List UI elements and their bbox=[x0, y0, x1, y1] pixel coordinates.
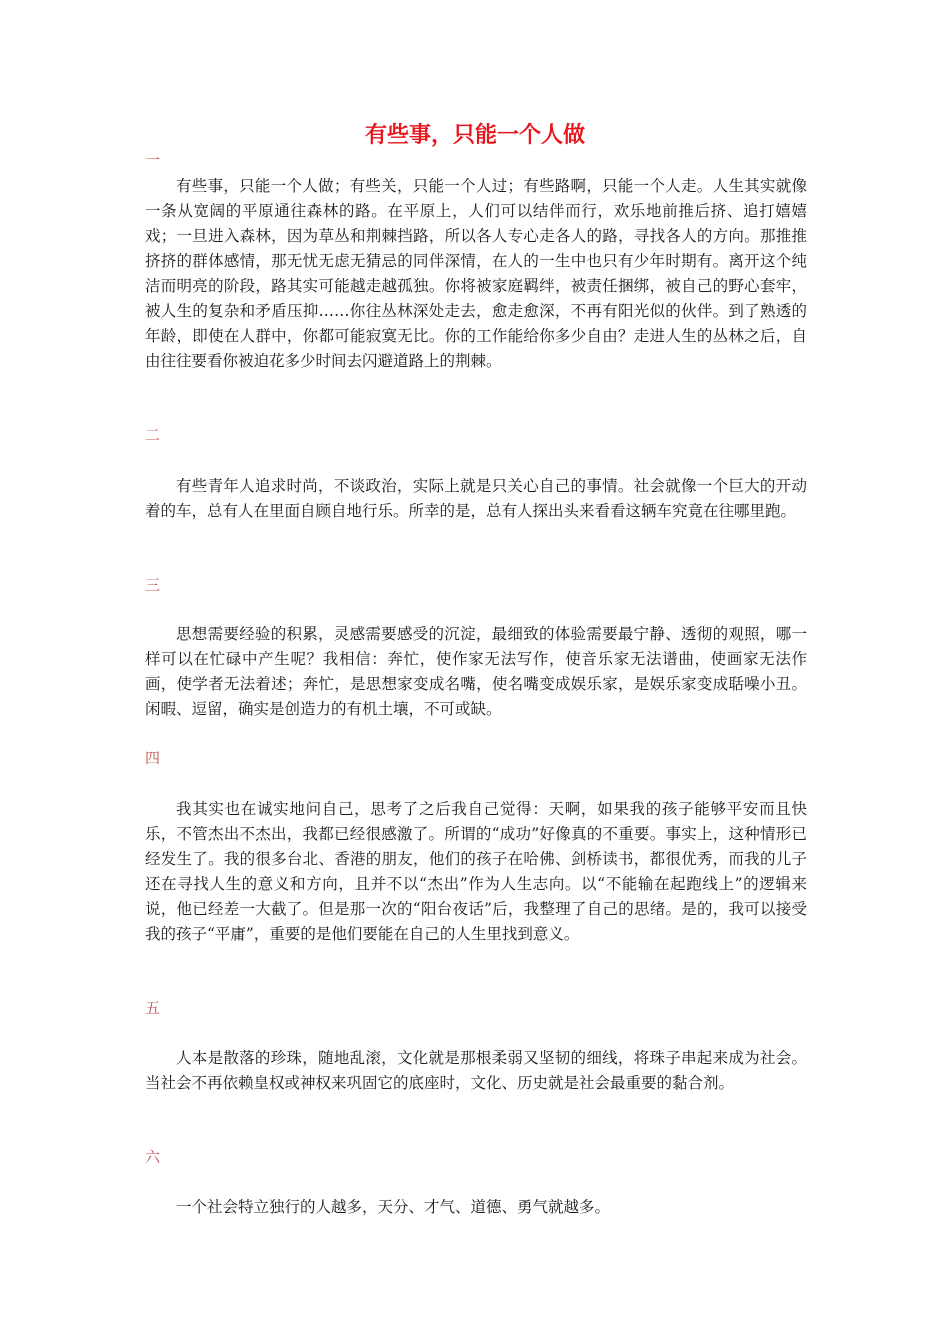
section-paragraph: 有些青年人追求时尚，不谈政治，实际上就是只关心自己的事情。社会就像一个巨大的开动着的车，总有人在里面自顾自地行乐。所幸的是，总有人探出头来看看这辆车究竟在往哪里跑。 bbox=[145, 477, 807, 520]
section-heading: 六 bbox=[145, 1148, 161, 1166]
section-paragraph: 人本是散落的珍珠，随地乱滚，文化就是那根柔弱又坚韧的细线，将珠子串起来成为社会。当社会不再依赖皇权或神权来巩固它的底座时，文化、历史就是社会最重要的黏合剂。 bbox=[145, 1049, 807, 1092]
document-title: 有些事，只能一个人做 bbox=[364, 123, 585, 148]
section-paragraph: 思想需要经验的积累，灵感需要感受的沉淀，最细致的体验需要最宁静、透彻的观照，哪一样可以在忙碌中产生呢？我相信：奔忙，使作家无法写作，使音乐家无法谱曲，使画家无法作画，使学者无法着述；奔忙，是思想家变成名嘴，使名嘴变成娱乐家，是娱乐家变成聒噪小丑。闲暇、逗留，确实是创造力的有机土壤，不可或缺。 bbox=[145, 625, 807, 718]
section-heading: 三 bbox=[145, 576, 161, 594]
section-heading: 二 bbox=[145, 426, 161, 444]
section-heading: 四 bbox=[145, 749, 161, 767]
section-paragraph: 有些事，只能一个人做；有些关，只能一个人过；有些路啊，只能一个人走。人生其实就像一条从宽阔的平原通往森林的路。在平原上，人们可以结伴而行，欢乐地前推后挤、追打嬉嬉戏；一旦进入森林，因为草丛和荆棘挡路，所以各人专心走各人的路，寻找各人的方向。那推推挤挤的群体感情，那无忧无虑无猜忌的同伴深情，在人的一生中也只有少年时期有。离开这个纯洁而明亮的阶段，路其实可能越走越孤独。你将被家庭羁绊，被责任捆绑，被自己的野心套牢，被人生的复杂和矛盾压抑……你往丛林深处走去，愈走愈深，不再有阳光似的伙伴。到了熟透的年龄，即使在人群中，你都可能寂寞无比。你的工作能给你多少自由？走进人生的丛林之后，自由往往要看你被迫花多少时间去闪避道路上的荆棘。 bbox=[145, 177, 807, 370]
section-paragraph: 我其实也在诚实地问自己，思考了之后我自己觉得：天啊，如果我的孩子能够平安而且快乐，不管杰出不杰出，我都已经很感激了。所谓的“成功”好像真的不重要。事实上，这种情形已经发生了。我的很多台北、香港的朋友，他们的孩子在哈佛、剑桥读书，都很优秀，而我的儿子还在寻找人生的意义和方向，且并不以“杰出”作为人生志向。以“不能输在起跑线上”的逻辑来说，他已经差一大截了。但是那一次的“阳台夜话”后，我整理了自己的思绪。是的，我可以接受我的孩子“平庸”，重要的是他们要能在自己的人生里找到意义。 bbox=[145, 800, 807, 943]
section-paragraph: 一个社会特立独行的人越多，天分、才气、道德、勇气就越多。 bbox=[176, 1198, 611, 1216]
section-heading: 五 bbox=[145, 999, 161, 1017]
section-heading: 一 bbox=[145, 151, 161, 169]
